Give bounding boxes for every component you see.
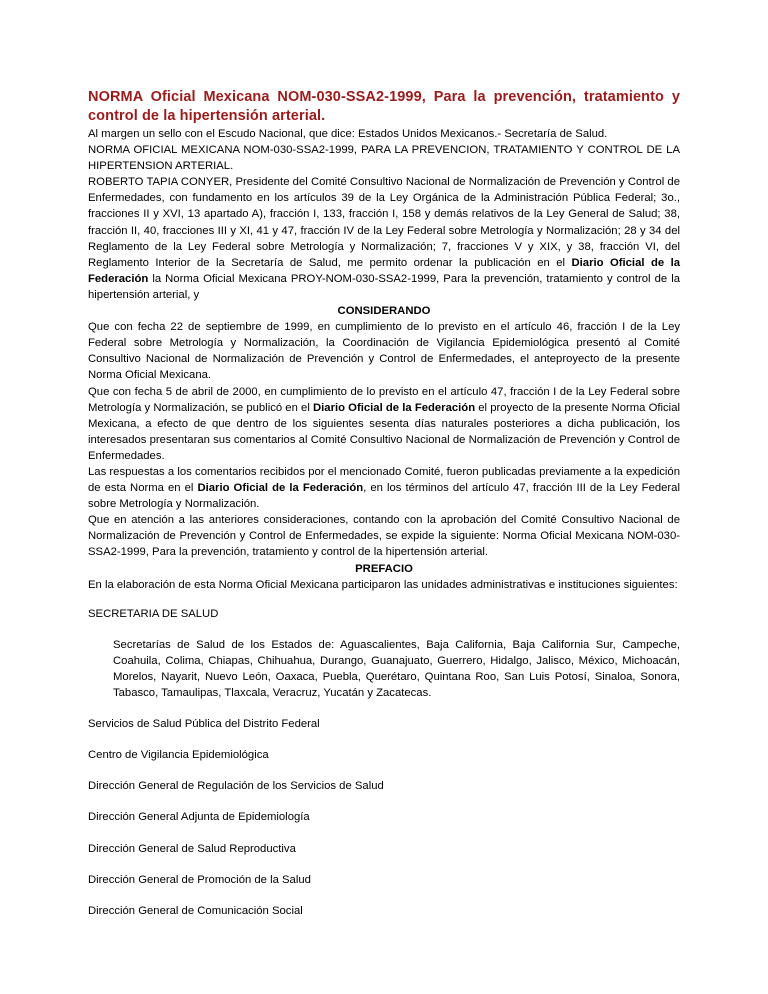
paragraph-text-part-b: , en los términos del artículo 47, fracción III de la Ley Federal sobre Metrología y Normalización. xyxy=(88,482,680,511)
paragraph-prefacio-intro: En la elaboración de esta Norma Oficial Mexicana participaron las unidades administrativas e instituciones siguientes: xyxy=(88,578,678,591)
paragraph-sello: Al margen un sello con el Escudo Nacional, que dice: Estados Unidos Mexicanos.- Secretaría de Salud. xyxy=(88,128,608,140)
spacer xyxy=(88,857,680,872)
spacer xyxy=(88,826,680,841)
diario-oficial-emphasis: Diario Oficial de la Federación xyxy=(313,401,476,414)
paragraph-considerando-1: Que con fecha 22 de septiembre de 1999, en cumplimiento de lo previsto en el artículo 46, fracción I de la Ley Federal sobre Metrología y Normalización, la Coordinación de Vigilancia Epidemiológica presentó al Comité Consultivo Nacional de Normalización de Prevención y Control de Enfermedades, el anteproyecto de la presente Norma Oficial Mexicana. xyxy=(88,321,680,382)
page-title: NORMA Oficial Mexicana NOM-030-SSA2-1999, Para la prevención, tratamiento y control de la hipertensión arterial. xyxy=(88,89,680,124)
heading-considerando: CONSIDERANDO xyxy=(337,305,431,318)
institution-list xyxy=(88,716,680,919)
paragraph-considerando-2 xyxy=(88,384,680,464)
heading-prefacio: PREFACIO xyxy=(355,562,413,575)
list-item: Centro de Vigilancia Epidemiológica xyxy=(88,749,269,762)
spacer xyxy=(88,701,680,716)
paragraph-considerando-3 xyxy=(88,464,680,512)
list-item: Dirección General de Comunicación Social xyxy=(88,904,303,917)
list-item: Dirección General Adjunta de Epidemiología xyxy=(88,811,310,824)
list-item: Dirección General de Promoción de la Salud xyxy=(88,873,311,886)
paragraph-text-part-a: Que con fecha 5 de abril de 2000, en cumplimiento de lo previsto en el artículo 47, fracción I de la Ley Federal sobre Metrología y Normalización, se publicó en el xyxy=(88,385,680,414)
spacer xyxy=(88,763,680,778)
spacer xyxy=(88,888,680,903)
spacer xyxy=(88,732,680,747)
subheading-secretaria-de-salud: SECRETARIA DE SALUD xyxy=(88,607,219,620)
spacer xyxy=(88,622,680,637)
paragraph-considerando-4: Que en atención a las anteriores consideraciones, contando con la aprobación del Comité Consultivo Nacional de Normalización de Prevención y Control de Enfermedades, se expide la siguiente: Norma Oficial Mexicana NOM-030-SSA2-1999, Para la prevención, tratamiento y control de la hipertensión arterial. xyxy=(88,514,680,559)
diario-oficial-emphasis: Diario Oficial de la Federación xyxy=(88,256,680,285)
paragraph-roberto-tapia-conyer xyxy=(88,174,680,303)
diario-oficial-emphasis: Diario Oficial de la Federación xyxy=(197,482,364,495)
paragraph-text-part-a: ROBERTO TAPIA CONYER, Presidente del Comité Consultivo Nacional de Normalización de Prevención y Control de Enfermedades, con fundamento en los artículos 39 de la Ley Orgánica de la Administración Pública Federal; 3o., fracciones II y XVI, 13 apartado A), fracción I, 133, fracción I, 158 y demás relativos de la Ley General de Salud; 38, fracción II, 40, fracciones III y XI, 41 y 47, fracción IV de la Ley Federal sobre Metrología y Normalización; 28 y 34 del Reglamento de la Ley Federal sobre Metrología y Normalización; 7, fracciones V y XIX, y 38, fracción VI, del Reglamento Interior de la Secretaría de Salud, me permito ordenar la publicación en el xyxy=(88,176,680,269)
paragraph-secretarias-estados: Secretarías de Salud de los Estados de: Aguascalientes, Baja California, Baja California Sur, Campeche, Coahuila, Colima, Chiapas, Chihuahua, Durango, Guanajuato, Guerrero, Hidalgo, Jalisco, México, Michoacán, Morelos, Nayarit, Nuevo León, Oaxaca, Puebla, Querétaro, Quintana Roo, San Luis Potosí, Sinaloa, Sonora, Tabasco, Tamaulipas, Tlaxcala, Veracruz, Yucatán y Zacatecas. xyxy=(113,638,680,700)
spacer xyxy=(88,593,680,606)
paragraph-text-part-a: Las respuestas a los comentarios recibidos por el mencionado Comité, fueron publicadas previamente a la expedición de esta Norma en el xyxy=(88,465,680,495)
paragraph-text-part-b: el proyecto de la presente Norma Oficial Mexicana, a efecto de que dentro de los siguientes sesenta días naturales posteriores a dicha publicación, los interesados presentaran sus comentarios al Comité Consultivo Nacional de Normalización de Prevención y Control de Enfermedades. xyxy=(88,401,680,462)
list-item: Dirección General de Salud Reproductiva xyxy=(88,842,296,855)
paragraph-norma-uppercase: NORMA OFICIAL MEXICANA NOM-030-SSA2-1999, PARA LA PREVENCION, TRATAMIENTO Y CONTROL DE LA HIPERTENSION ARTERIAL. xyxy=(88,144,680,173)
list-item: Dirección General de Regulación de los Servicios de Salud xyxy=(88,780,384,793)
spacer xyxy=(88,794,680,809)
paragraph-text-part-b: la Norma Oficial Mexicana PROY-NOM-030-SSA2-1999, Para la prevención, tratamiento y control de la hipertensión arterial, y xyxy=(88,272,680,301)
list-item: Servicios de Salud Pública del Distrito Federal xyxy=(88,718,320,731)
